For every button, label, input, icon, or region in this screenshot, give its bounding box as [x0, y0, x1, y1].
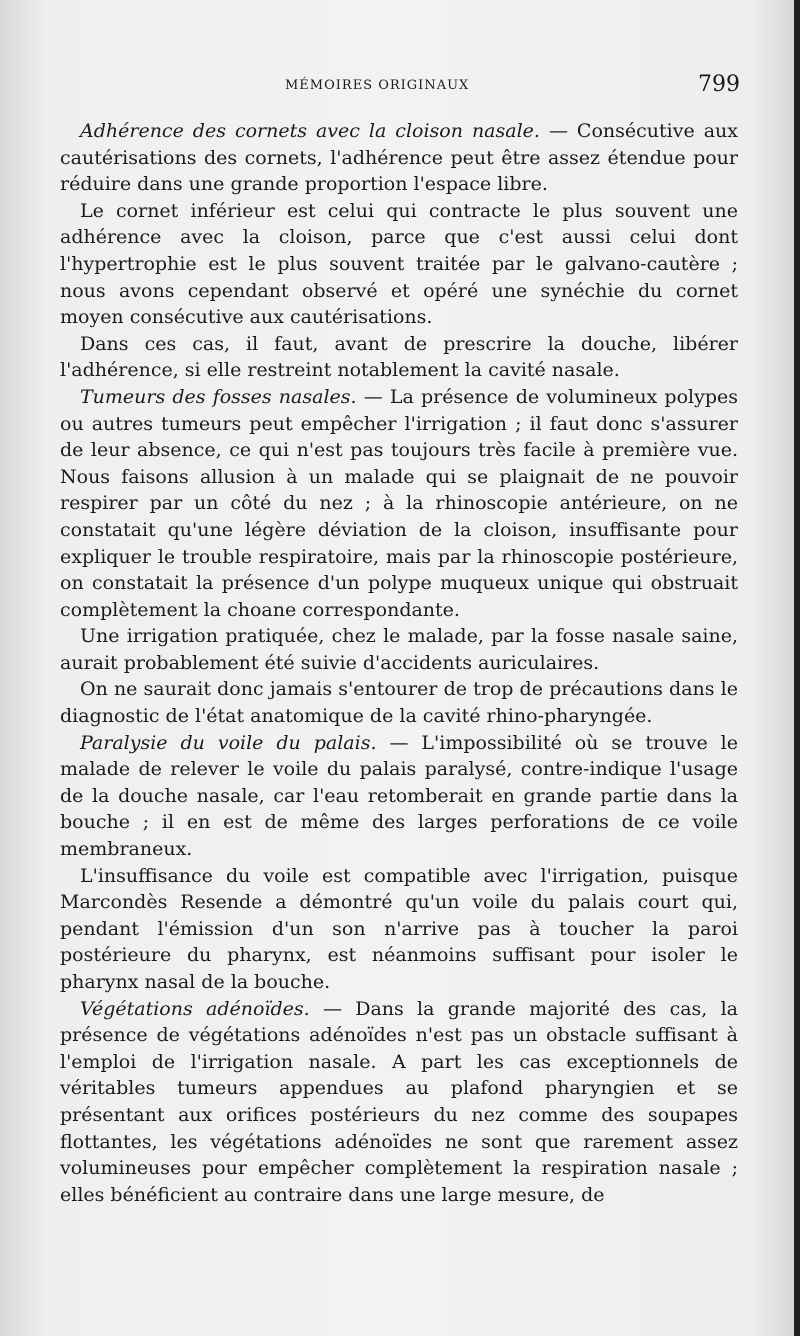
paragraph-text: — Dans la grande majorité des cas, la présence de végétations adénoïdes n'est pas un obstacle suffisant à l'emploi de l'irrigation nasale. A part les cas exceptionnels de véritables tumeurs appendues au plafond pharyngien et se présentant aux orifices postérieurs du nez comme des soupapes flottantes, les végétations adénoïdes ne sont que rarement assez volumineuses pour empêcher complètement la respiration nasale ; elles bénéficient au contraire dans une large mesure, de [60, 997, 738, 1206]
paragraph-text: On ne saurait donc jamais s'entourer de trop de précautions dans le diagnostic de l'état anatomique de la cavité rhino-pharyngée. [60, 678, 738, 728]
paragraph-text: L'insuffisance du voile est compatible avec l'irrigation, puisque Marcondès Resende a démontré qu'un voile du palais court qui, pendant l'émission d'un son n'arrive pas à toucher la paroi postérieure du pharynx, est néanmoins suffisant pour isoler le pharynx nasal de la bouche. [60, 864, 738, 993]
paragraph-irrigation-pratiquee [60, 623, 738, 676]
paragraph-paralysie [60, 730, 738, 863]
paragraph-text: — L'impossibilité où se trouve le malade de relever le voile du palais paralysé, contre-indique l'usage de la douche nasale, car l'eau retomberait en grande partie dans la bouche ; il en est de même des larges perforations de ce voile membraneux. [60, 731, 738, 861]
page-number: 799 [698, 72, 740, 97]
paragraph-vegetations [60, 996, 738, 1209]
paragraph-text: Dans ces cas, il faut, avant de prescrire la douche, libérer l'adhérence, si elle restreint notablement la cavité nasale. [60, 332, 738, 382]
paragraph-precautions [60, 676, 738, 729]
paragraph-cornet-inferieur [60, 198, 738, 331]
paragraph-text: — Consécutive aux cautérisations des cornets, l'adhérence peut être assez étendue pour réduire dans une grande proportion l'espace libre. [60, 120, 738, 196]
paragraph-text: Le cornet inférieur est celui qui contracte le plus souvent une adhérence avec la cloison, parce que c'est aussi celui dont l'hypertrophie est le plus souvent traitée par le galvano-cautère ; nous avons cependant observé et opéré une synéchie du cornet moyen consécutive aux cautérisations. [60, 199, 738, 329]
paragraph-tumeurs [60, 384, 738, 623]
running-head: MÉMOIRES ORIGINAUX [285, 78, 470, 93]
section-title-adherence: Adhérence des cornets avec la cloison nasale. [80, 120, 540, 142]
paragraph-text: — La présence de volumineux polypes ou autres tumeurs peut empêcher l'irrigation ; il faut donc s'assurer de leur absence, ce qui n'est pas toujours très facile à première vue. Nous faisons allusion à un malade qui se plaignait de ne pouvoir respirer par un côté du nez ; à la rhinoscopie antérieure, on ne constatait qu'une légère déviation de la cloison, insuffisante pour expliquer le trouble respiratoire, mais par la rhinoscopie postérieure, on constatait la présence d'un polype muqueux unique qui obstruait complètement la choane correspondante. [60, 385, 738, 621]
paragraph-dans-ces-cas [60, 331, 738, 384]
section-title-tumeurs: Tumeurs des fosses nasales. [80, 385, 357, 408]
body-text [60, 118, 738, 1208]
paragraph-adherence [60, 118, 738, 198]
paragraph-insuffisance [60, 863, 738, 996]
paragraph-text: Une irrigation pratiquée, chez le malade, par la fosse nasale saine, aurait probablement été suivie d'accidents auriculaires. [60, 625, 738, 674]
page-header [60, 72, 740, 102]
page-edge [794, 0, 800, 1336]
section-title-paralysie: Paralysie du voile du palais. [80, 731, 377, 754]
section-title-vegetations: Végétations adénoïdes. [80, 997, 310, 1020]
